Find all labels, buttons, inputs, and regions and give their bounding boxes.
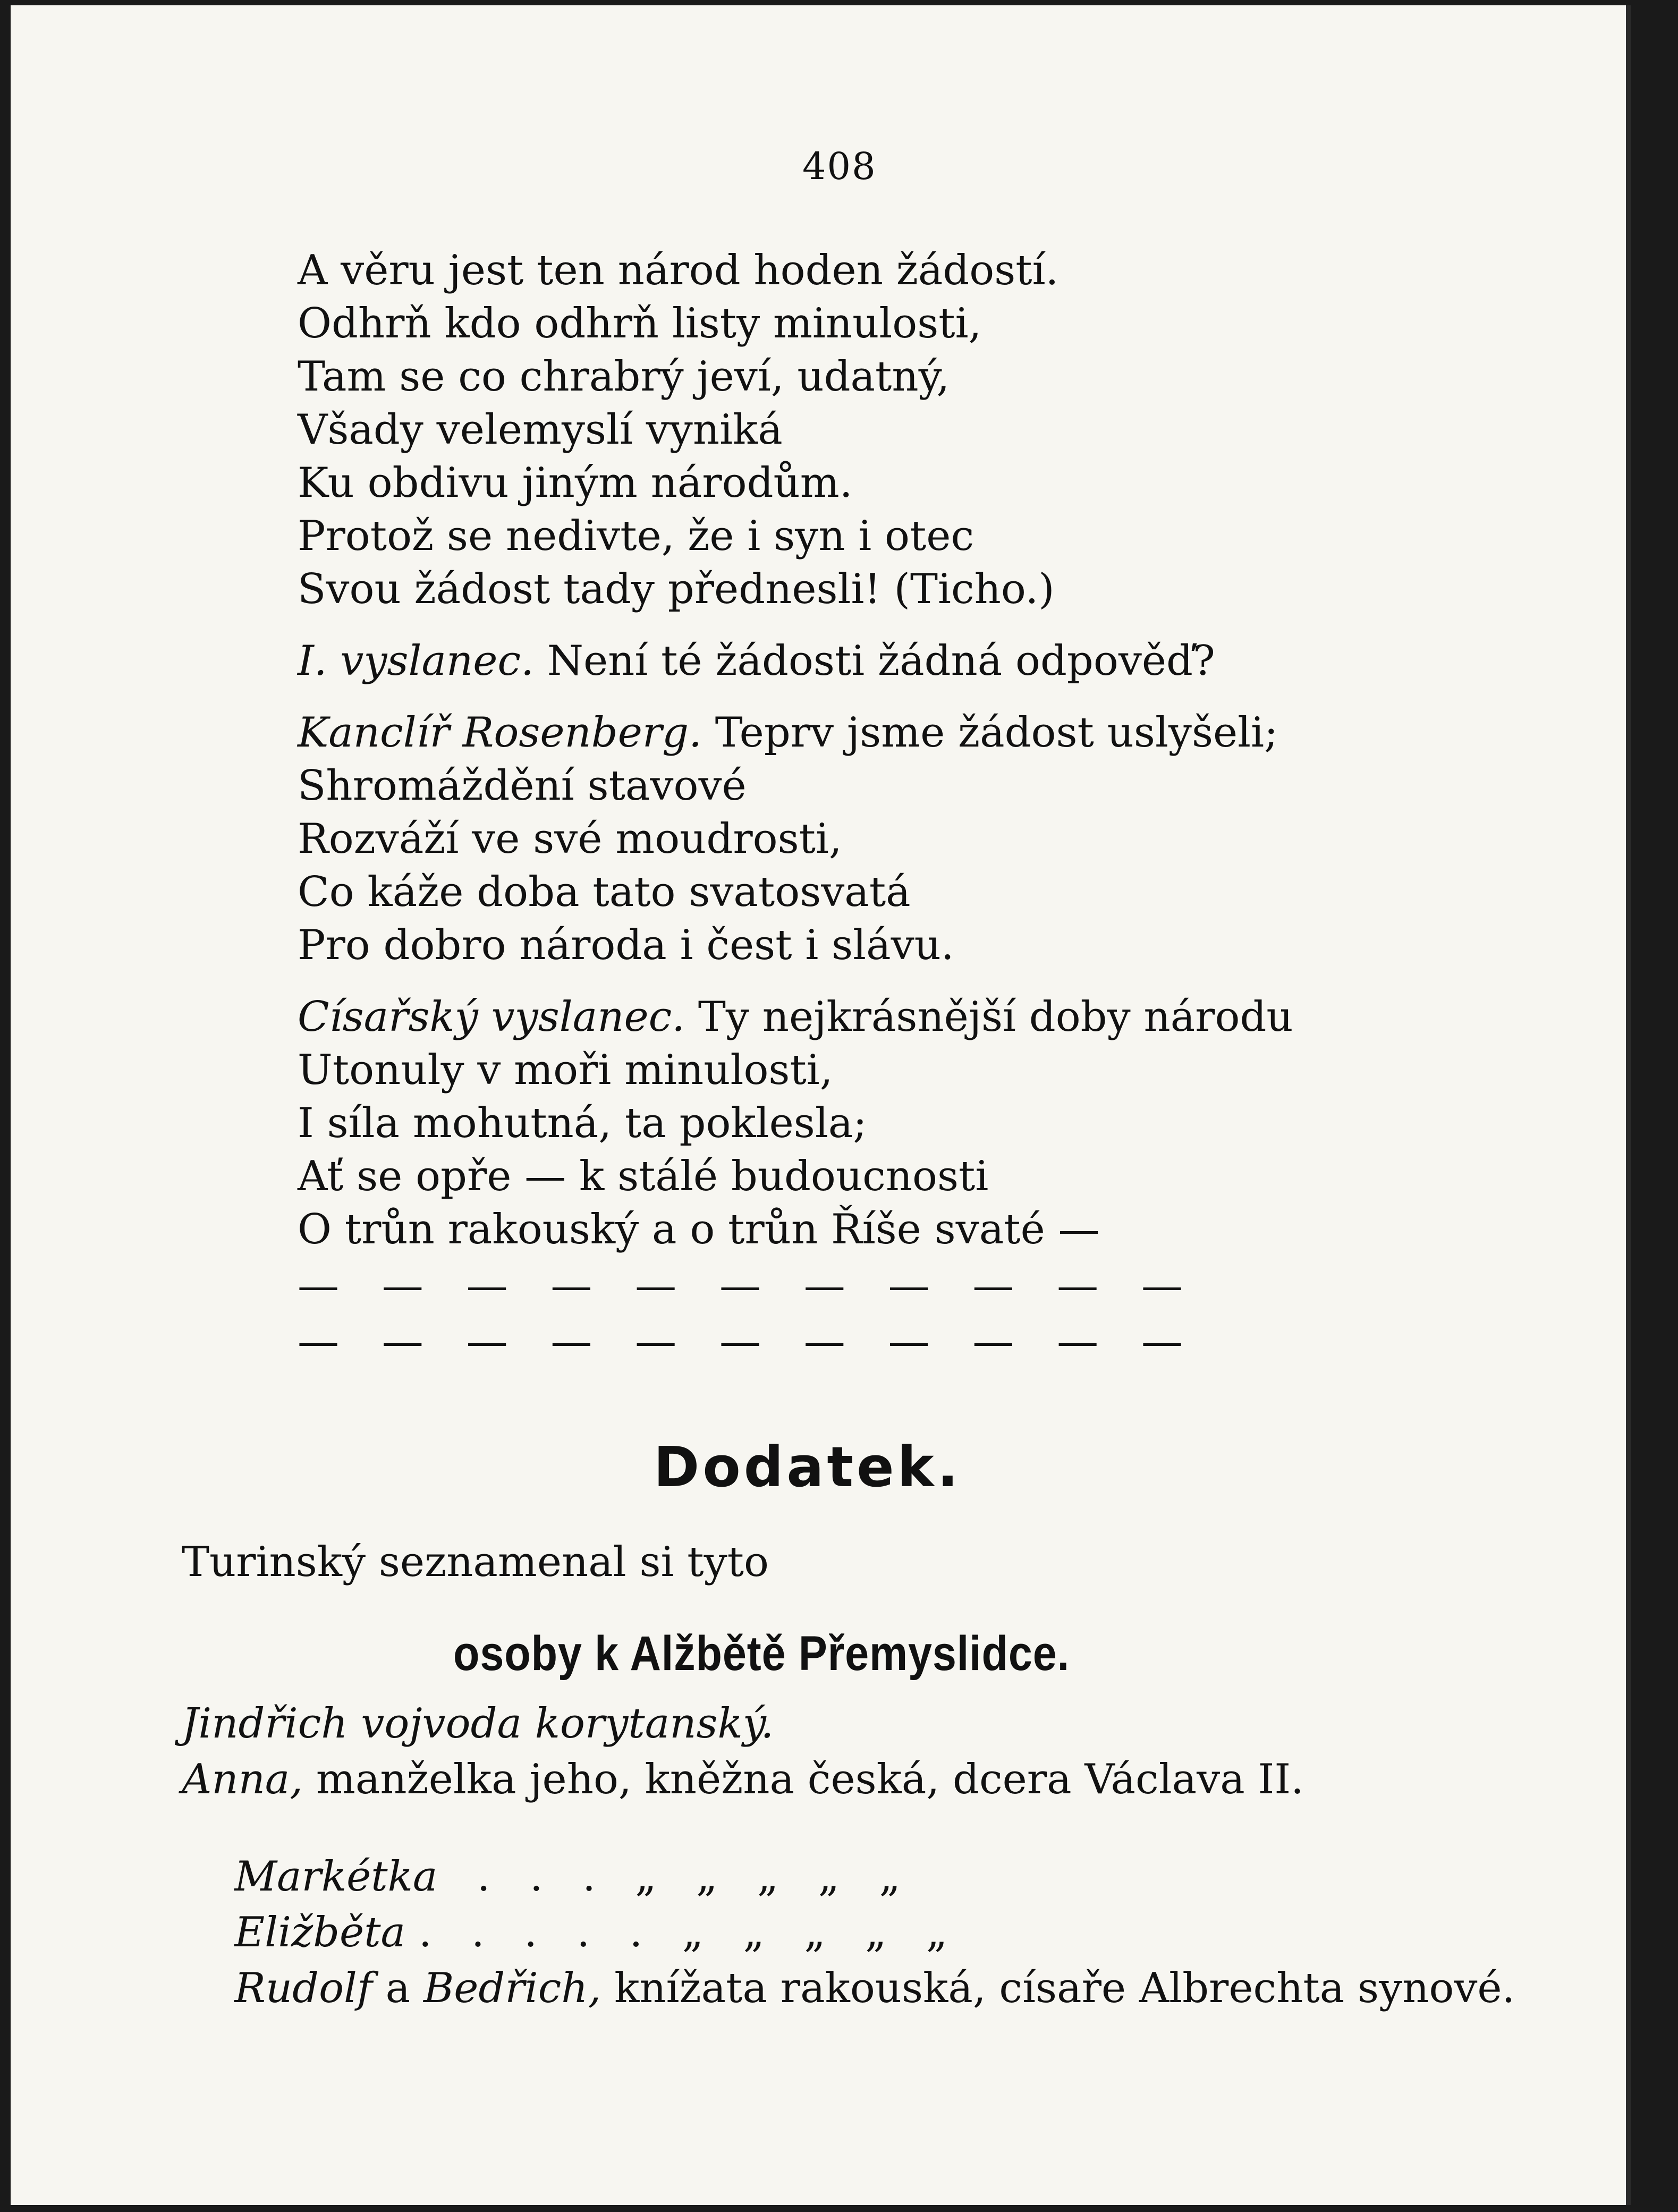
verse-line: A věru jest ten národ hoden žádostí. bbox=[298, 247, 1059, 294]
verse-line: Co káže doba tato svatosvatá bbox=[298, 868, 911, 916]
page-number: 408 bbox=[802, 145, 877, 188]
verse-line: I síla mohutná, ta poklesla; bbox=[298, 1099, 867, 1147]
persona-name: Markétka bbox=[234, 1853, 438, 1901]
dialogue-line bbox=[298, 637, 1215, 685]
appendix-subheading: osoby k Alžbětě Přemyslidce. bbox=[453, 1626, 1070, 1681]
verse-line: Pro dobro národa i čest i slávu. bbox=[298, 921, 954, 969]
verse-line: Utonuly v moři minulosti, bbox=[298, 1046, 833, 1094]
verse-line: Ku obdivu jiným národům. bbox=[298, 459, 853, 507]
persona-description: . . . „ „ „ „ „ bbox=[437, 1853, 901, 1901]
speaker-name: I. vyslanec. bbox=[298, 637, 534, 685]
page-edge-rule bbox=[1626, 5, 1631, 2205]
persona-description: knížata rakouská, císaře Albrechta synové. bbox=[601, 1964, 1515, 2012]
speech-text: Ty nejkrásnější doby národu bbox=[698, 993, 1293, 1041]
appendix-heading: Dodatek. bbox=[654, 1435, 962, 1499]
persona-name: Rudolf bbox=[234, 1964, 372, 2012]
appendix-intro: Turinský seznamenal si tyto bbox=[182, 1538, 769, 1586]
speaker-name: Císařský vyslanec. bbox=[298, 993, 685, 1041]
persona-description: . . . . . „ „ „ „ „ bbox=[405, 1909, 948, 1956]
persona-connector: a bbox=[372, 1964, 423, 2012]
persona-description: manželka jeho, kněžna česká, dcera Václava II. bbox=[303, 1756, 1304, 1803]
dialogue-line bbox=[298, 709, 1278, 757]
persona-name: Eližběta bbox=[234, 1909, 406, 1956]
persona-line bbox=[182, 1756, 1304, 1803]
dialogue-line bbox=[298, 993, 1293, 1041]
verse-line: Ať se opře — k stálé budoucnosti bbox=[298, 1152, 989, 1200]
persona-name: Anna, bbox=[182, 1756, 303, 1803]
speech-text: Teprv jsme žádost uslyšeli; bbox=[715, 709, 1278, 757]
verse-line: O trůn rakouský a o trůn Říše svaté — bbox=[298, 1206, 1100, 1253]
persona-line bbox=[182, 1926, 1515, 2050]
persona-name: Bedřich, bbox=[423, 1964, 601, 2012]
verse-line: Všady velemyslí vyniká bbox=[298, 406, 783, 454]
persona-line bbox=[182, 1700, 774, 1748]
verse-line: Shromáždění stavové bbox=[298, 762, 747, 810]
verse-line: Svou žádost tady přednesli! (Ticho.) bbox=[298, 565, 1055, 613]
verse-line: Odhrň kdo odhrň listy minulosti, bbox=[298, 300, 982, 348]
speech-text: Není té žádosti žádná odpověď? bbox=[547, 637, 1215, 685]
verse-line: Protož se nedivte, že i syn i otec bbox=[298, 512, 974, 560]
persona-name: Jindřich vojvoda korytanský. bbox=[182, 1700, 774, 1748]
verse-line: Rozváží ve své moudrosti, bbox=[298, 815, 842, 863]
dash-row: — — — — — — — — — — — bbox=[298, 1262, 1198, 1310]
speaker-name: Kanclíř Rosenberg. bbox=[298, 709, 702, 757]
book-page bbox=[11, 5, 1631, 2205]
dash-row: — — — — — — — — — — — bbox=[298, 1318, 1198, 1366]
verse-line: Tam se co chrabrý jeví, udatný, bbox=[298, 353, 950, 401]
